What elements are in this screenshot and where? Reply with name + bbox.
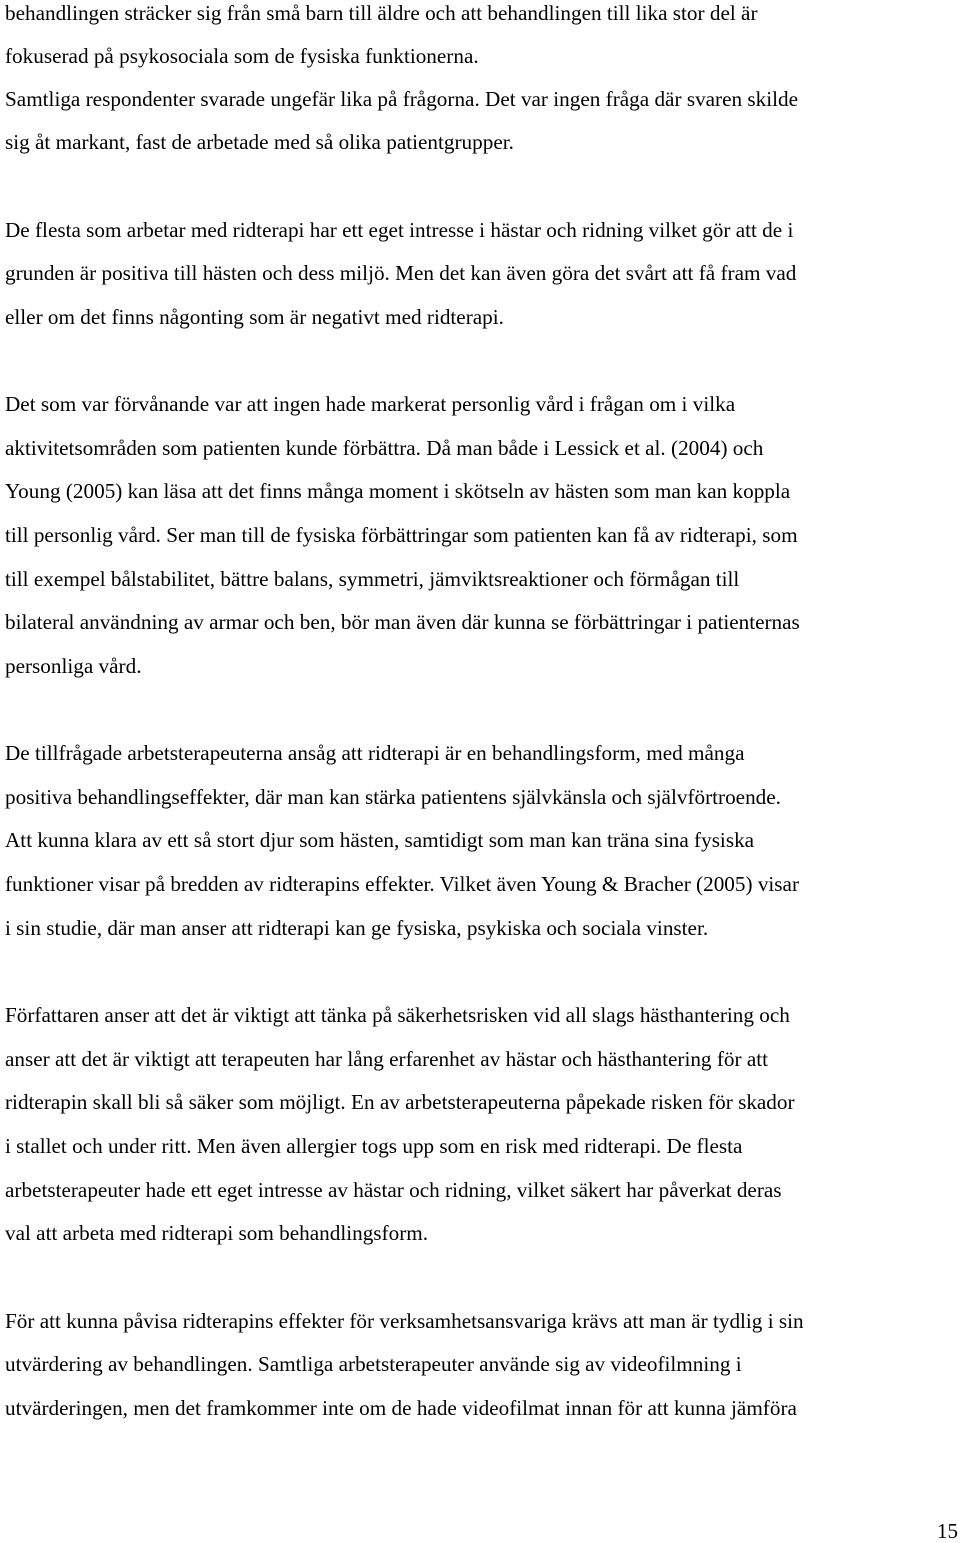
paragraph-7-line-1: För att kunna påvisa ridterapins effekter för verksamhetsansvariga krävs att man är tydlig i sin xyxy=(5,1309,804,1333)
paragraph-4-line-3: Young (2005) kan läsa att det finns många moment i skötseln av hästen som man kan koppla xyxy=(5,479,791,503)
paragraph-6-line-5: arbetsterapeuter hade ett eget intresse av hästar och ridning, vilket säkert har påverkat deras xyxy=(5,1178,782,1202)
paragraph-6-line-3: ridterapin skall bli så säker som möjligt. En av arbetsterapeuterna påpekade risken för skador xyxy=(5,1090,795,1114)
paragraph-6-line-6: val att arbeta med ridterapi som behandlingsform. xyxy=(5,1221,429,1245)
paragraph-4-line-5: till exempel bålstabilitet, bättre balans, symmetri, jämviktsreaktioner och förmågan till xyxy=(5,567,740,591)
paragraph-5-line-3: Att kunna klara av ett så stort djur som hästen, samtidigt som man kan träna sina fysiska xyxy=(5,828,755,852)
paragraph-4-line-7: personliga vård. xyxy=(5,654,142,678)
paragraph-7-line-3: utvärderingen, men det framkommer inte om de hade videofilmat innan för att kunna jämföra xyxy=(5,1396,797,1420)
paragraph-6-line-4: i stallet och under ritt. Men även allergier togs upp som en risk med ridterapi. De flesta xyxy=(5,1134,743,1158)
paragraph-6-line-2: anser att det är viktigt att terapeuten har lång erfarenhet av hästar och hästhantering för att xyxy=(5,1047,768,1071)
paragraph-6-line-1: Författaren anser att det är viktigt att tänka på säkerhetsrisken vid all slags hästhantering och xyxy=(5,1003,790,1027)
paragraph-1-line-2: fokuserad på psykosociala som de fysiska funktionerna. xyxy=(5,44,479,68)
paragraph-5-line-2: positiva behandlingseffekter, där man kan stärka patientens självkänsla och självförtroende. xyxy=(5,785,781,809)
paragraph-2-line-2: sig åt markant, fast de arbetade med så olika patientgrupper. xyxy=(5,130,514,154)
paragraph-4-line-4: till personlig vård. Ser man till de fysiska förbättringar som patienten kan få av ridterapi, som xyxy=(5,523,798,547)
paragraph-3-line-2: grunden är positiva till hästen och dess miljö. Men det kan även göra det svårt att få fram vad xyxy=(5,261,797,285)
paragraph-5-line-4: funktioner visar på bredden av ridterapins effekter. Vilket även Young & Bracher (2005) visar xyxy=(5,872,800,896)
paragraph-5-line-5: i sin studie, där man anser att ridterapi kan ge fysiska, psykiska och sociala vinster. xyxy=(5,916,709,940)
paragraph-3-line-1: De flesta som arbetar med ridterapi har ett eget intresse i hästar och ridning vilket gör att de i xyxy=(5,218,794,242)
page-number: 15 xyxy=(937,1519,958,1543)
paragraph-2-line-1: Samtliga respondenter svarade ungefär lika på frågorna. Det var ingen fråga där svaren skilde xyxy=(5,87,799,111)
paragraph-5-line-1: De tillfrågade arbetsterapeuterna ansåg att ridterapi är en behandlingsform, med många xyxy=(5,741,745,765)
paragraph-4-line-2: aktivitetsområden som patienten kunde förbättra. Då man både i Lessick et al. (2004) och xyxy=(5,436,764,460)
paragraph-1-line-1: behandlingen sträcker sig från små barn till äldre och att behandlingen till lika stor del är xyxy=(5,1,758,25)
paragraph-7-line-2: utvärdering av behandlingen. Samtliga arbetsterapeuter använde sig av videofilmning i xyxy=(5,1352,742,1376)
paragraph-3-line-3: eller om det finns någonting som är negativt med ridterapi. xyxy=(5,305,504,329)
paragraph-4-line-6: bilateral användning av armar och ben, bör man även där kunna se förbättringar i patienternas xyxy=(5,610,800,634)
paragraph-4-line-1: Det som var förvånande var att ingen hade markerat personlig vård i frågan om i vilka xyxy=(5,392,736,416)
